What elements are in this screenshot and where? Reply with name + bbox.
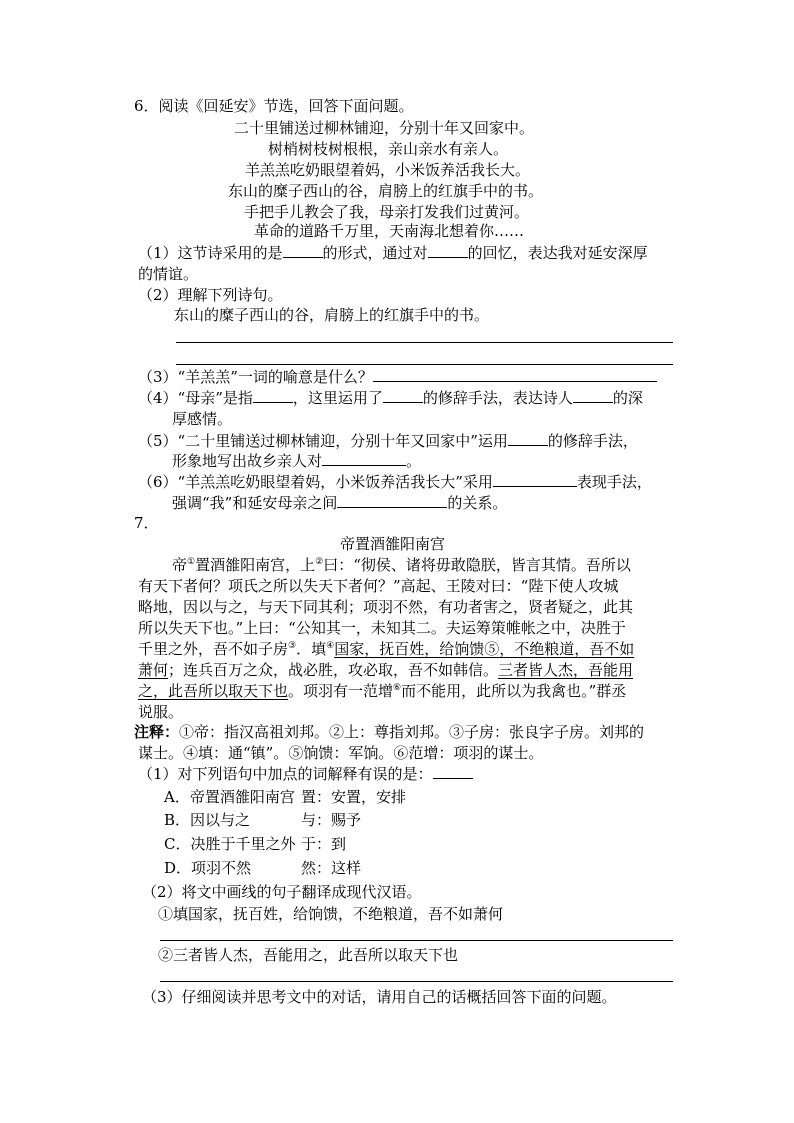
underlined-sentence: 之，此吾所以取天下也	[138, 682, 289, 700]
answer-blank[interactable]	[283, 243, 323, 258]
option-c[interactable]	[164, 834, 346, 854]
answer-line[interactable]	[176, 364, 673, 365]
q6-sub1-text-a: （1）这节诗采用的是	[138, 244, 283, 262]
option-c-text: C．决胜于千里之外	[164, 835, 296, 853]
q6-sub6	[138, 472, 652, 492]
option-a[interactable]	[164, 787, 406, 807]
q6-sub4-text-b: ，这里运用了	[292, 389, 383, 407]
q6-sub6-text-b: 表现手法，	[576, 473, 652, 491]
q6-sub5-text-d: 。	[406, 452, 422, 470]
option-d[interactable]	[164, 858, 361, 878]
answer-blank[interactable]	[428, 243, 468, 258]
passage-text: 千里之外，吾不如子房	[138, 640, 289, 658]
q6-sub4-cont: 厚感情。	[172, 410, 233, 428]
answer-blank[interactable]	[433, 764, 473, 779]
answer-blank[interactable]	[253, 388, 293, 403]
answer-blank[interactable]	[573, 388, 613, 403]
passage-text: 而不能用，此所以为我禽也。”群丞	[401, 682, 627, 700]
underlined-sentence: 萧何	[138, 661, 169, 679]
option-b-text: B．因以与之	[164, 811, 251, 829]
q6-sub5-text-b: 的修辞手法，	[547, 432, 638, 450]
q6-sub4-text-d: 的深	[612, 389, 643, 407]
poem-line-2: 树梢树枝树根根，亲山亲水有亲人。	[268, 140, 509, 158]
q6-sub6-text-a: （6）“羊羔羔吃奶眼望着妈，小米饭养活我长大”采用	[138, 473, 493, 491]
passage-line-8: 说服。	[138, 703, 184, 721]
passage-line-7	[138, 681, 626, 701]
notes-line-1	[134, 722, 644, 742]
footnote-marker: ①	[187, 557, 196, 567]
answer-blank[interactable]	[373, 367, 657, 382]
passage-line-2: 有天下者何？项氏之所以失天下者何？”高起、王陵对曰：“陛下使人攻城	[138, 577, 619, 595]
q6-sub2-line: 东山的糜子西山的谷，肩膀上的红旗手中的书。	[174, 306, 490, 324]
answer-blank[interactable]	[508, 431, 548, 446]
notes-line-2: 谋士。④填：通“镇”。⑤饷馈：军饷。⑥范增：项羽的谋士。	[138, 744, 544, 762]
underlined-sentence: 三者皆人杰，吾能用	[498, 661, 634, 679]
q6-sub5-text-c: 形象地写出故乡亲人对	[172, 452, 323, 470]
option-d-text: D．项羽不然	[164, 859, 252, 877]
q6-sub1-cont: 的情谊。	[138, 265, 199, 283]
q7-sub3: （3）仔细阅读并思考文中的对话，请用自己的话概括回答下面的问题。	[142, 988, 617, 1006]
option-b[interactable]	[164, 810, 361, 830]
option-d-gloss: 然：这样	[301, 859, 362, 877]
q6-sub6-cont	[172, 493, 507, 513]
q6-sub1-text-c: 的回忆，表达我对延安深厚	[467, 244, 648, 262]
q6-sub5	[138, 431, 638, 451]
q7-sub1	[138, 764, 473, 784]
translate-sentence-2: ②三者皆人杰，吾能用之，此吾所以取天下也	[158, 946, 459, 964]
passage-text: 。项羽有一范增	[288, 682, 394, 700]
answer-blank[interactable]	[337, 493, 447, 508]
q6-prompt: 6．阅读《回延安》节选，回答下面问题。	[134, 97, 414, 115]
passage-line-4: 所以失天下也。”上曰：“公知其一，未知其二。夫运筹策帷帐之中，决胜于	[138, 619, 626, 637]
q6-sub3	[138, 367, 657, 387]
q6-sub3-text: （3）“羊羔羔”一词的喻意是什么？	[138, 368, 373, 386]
notes-label: 注释：	[134, 723, 180, 741]
q6-sub4-text-c: 的修辞手法，表达诗人	[422, 389, 573, 407]
passage-line-6	[138, 660, 633, 680]
q7-number: 7．	[134, 514, 159, 532]
q7-sub2: （2）将文中画线的句子翻译成现代汉语。	[142, 883, 422, 901]
q6-sub2: （2）理解下列诗句。	[138, 286, 283, 304]
footnote-marker: ②	[315, 557, 324, 567]
q7-sub1-text: （1）对下列语句中加点的词解释有误的是：	[138, 765, 433, 783]
passage-line-3: 略地，因以与之，与天下同其利；项羽不然，有功者害之，贤者疑之，此其	[138, 598, 634, 616]
q6-sub5-cont	[172, 451, 421, 471]
poem-line-5: 手把手儿教会了我，母亲打发我们过黄河。	[244, 203, 530, 221]
passage-text: 曰：“彻侯、诸将毋敢隐朕，皆言其情。吾所以	[323, 556, 631, 574]
option-a-gloss: 置：安置，安排	[301, 788, 407, 806]
q6-sub6-text-d: 的关系。	[447, 494, 508, 512]
q6-sub1	[138, 243, 648, 263]
answer-line[interactable]	[160, 981, 673, 982]
option-b-gloss: 与：赐予	[301, 811, 362, 829]
passage-text: 置酒雒阳南宫，上	[195, 556, 316, 574]
answer-line[interactable]	[176, 342, 673, 343]
poem-line-4: 东山的糜子西山的谷，肩膀上的红旗手中的书。	[228, 182, 544, 200]
passage-title: 帝置酒雒阳南宫	[340, 535, 446, 553]
passage-line-1	[172, 555, 631, 575]
answer-blank[interactable]	[322, 451, 406, 466]
passage-text: ．填	[296, 640, 327, 658]
footnote-marker: ④	[326, 641, 335, 651]
footnote-marker: ⑥	[393, 683, 402, 693]
poem-line-1: 二十里铺送过柳林铺迎，分别十年又回家中。	[234, 119, 535, 137]
q6-sub4	[138, 388, 643, 408]
footnote-marker: ③	[288, 641, 297, 651]
underlined-sentence: 国家，抚百姓，给饷馈⑤，不绝粮道，吾不如	[334, 640, 635, 658]
answer-line[interactable]	[160, 940, 673, 941]
q6-sub5-text-a: （5）“二十里铺送过柳林铺迎，分别十年又回家中”运用	[138, 432, 508, 450]
option-a-text: A．帝置酒雒阳南宫	[164, 788, 295, 806]
answer-blank[interactable]	[383, 388, 423, 403]
passage-text: ；连兵百万之众，战必胜，攻必取，吾不如韩信。	[168, 661, 499, 679]
notes-text: ①帝：指汉高祖刘邦。②上：尊指刘邦。③子房：张良字子房。刘邦的	[179, 723, 645, 741]
option-c-gloss: 于：到	[301, 835, 347, 853]
passage-line-5	[138, 639, 634, 659]
translate-sentence-1: ①填国家，抚百姓，给饷馈，不绝粮道，吾不如萧何	[158, 905, 504, 923]
passage-text: 帝	[172, 556, 188, 574]
poem-line-6: 革命的道路千万里，天南海北想着你……	[254, 222, 525, 240]
answer-blank[interactable]	[493, 472, 577, 487]
poem-line-3: 羊羔羔吃奶眼望着妈，小米饭养活我长大。	[245, 161, 531, 179]
q6-sub1-text-b: 的形式，通过对	[322, 244, 428, 262]
q6-sub6-text-c: 强调“我”和延安母亲之间	[172, 494, 338, 512]
q6-sub4-text-a: （4）“母亲”是指	[138, 389, 253, 407]
